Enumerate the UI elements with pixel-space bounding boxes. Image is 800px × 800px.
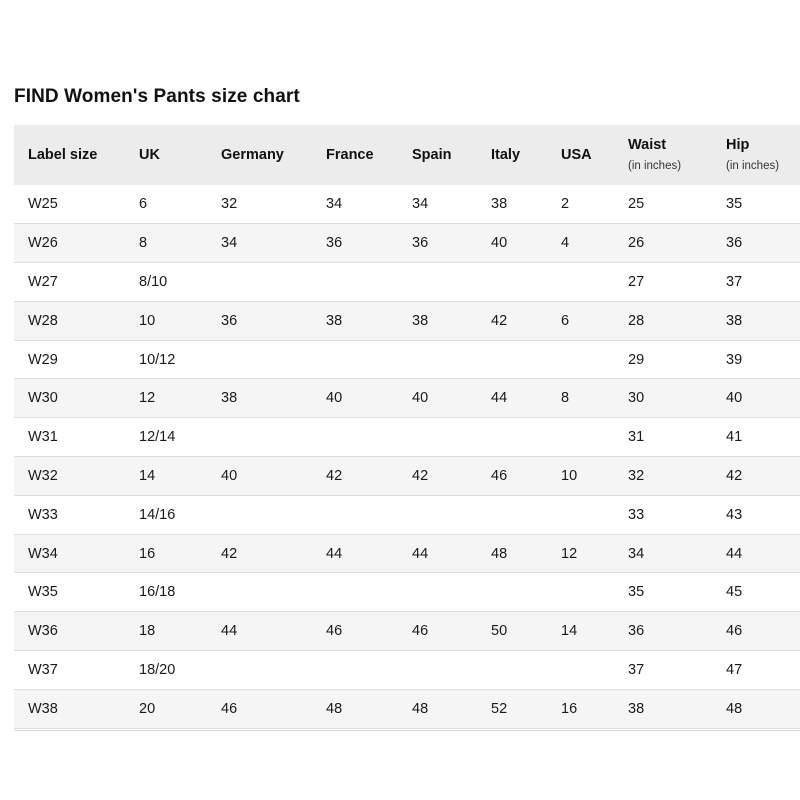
table-cell: 38	[412, 312, 429, 329]
table-cell	[398, 263, 477, 302]
table-cell: 44	[326, 545, 343, 562]
table-cell	[477, 573, 547, 612]
table-cell: 10/12	[139, 351, 176, 368]
table-cell: 48	[412, 700, 429, 717]
table-cell: 10	[139, 312, 156, 329]
table-cell: 48	[491, 545, 508, 562]
table-cell	[312, 263, 398, 302]
table-cell	[207, 651, 312, 690]
table-cell: 6	[561, 312, 570, 329]
table-header-row	[14, 125, 800, 185]
column-header-label: USA	[561, 147, 592, 163]
table-cell: 36	[221, 312, 238, 329]
table-cell: W25	[28, 196, 58, 213]
column-header	[14, 125, 125, 185]
table-cell: 46	[412, 623, 429, 640]
table-cell: 29	[628, 351, 645, 368]
table-row	[14, 651, 800, 690]
table-cell	[207, 418, 312, 457]
page-title: FIND Women's Pants size chart	[14, 86, 300, 107]
table-cell: 26	[628, 235, 645, 252]
table-cell: 2	[561, 196, 570, 213]
table-cell: 44	[726, 545, 743, 562]
column-header-label: Germany	[221, 147, 284, 163]
table-cell: W32	[28, 467, 58, 484]
table-cell: 46	[491, 467, 508, 484]
table-cell	[312, 573, 398, 612]
table-cell	[398, 651, 477, 690]
table-cell: W28	[28, 312, 58, 329]
table-cell: 8	[139, 235, 148, 252]
table-cell: 27	[628, 273, 645, 290]
table-cell: 46	[726, 623, 743, 640]
table-row	[14, 185, 800, 224]
table-cell: 35	[726, 196, 743, 213]
table-cell: 38	[726, 312, 743, 329]
table-cell	[547, 573, 614, 612]
table-cell: W26	[28, 235, 58, 252]
table-cell	[477, 418, 547, 457]
table-cell: 45	[726, 584, 743, 601]
table-cell: 16	[561, 700, 578, 717]
table-row	[14, 689, 800, 728]
table-cell: 44	[491, 390, 508, 407]
column-header-label: Label size	[28, 147, 98, 163]
column-header-label: UK	[139, 147, 160, 163]
column-header-unit: (in inches)	[726, 160, 780, 172]
table-cell: 35	[628, 584, 645, 601]
table-cell	[312, 418, 398, 457]
table-cell	[207, 495, 312, 534]
table-cell: 52	[491, 700, 508, 717]
table-cell: 40	[491, 235, 508, 252]
table-cell: 4	[561, 235, 570, 252]
table-row	[14, 301, 800, 340]
table-cell	[207, 340, 312, 379]
table-bottom-divider	[14, 730, 800, 731]
table-cell: 42	[221, 545, 238, 562]
table-cell	[398, 340, 477, 379]
table-cell: 41	[726, 429, 743, 446]
table-cell	[547, 340, 614, 379]
column-header-label: Waist	[628, 137, 667, 153]
table-cell: W29	[28, 351, 58, 368]
column-header-label: Spain	[412, 147, 452, 163]
table-cell	[477, 495, 547, 534]
table-cell: 8/10	[139, 273, 168, 290]
table-cell: W36	[28, 623, 58, 640]
table-cell: W27	[28, 273, 58, 290]
column-header-label: Hip	[726, 137, 750, 153]
table-cell	[312, 340, 398, 379]
table-cell	[312, 495, 398, 534]
column-header	[207, 125, 312, 185]
table-row	[14, 340, 800, 379]
table-cell: 40	[412, 390, 429, 407]
table-cell: 34	[628, 545, 645, 562]
table-cell	[547, 651, 614, 690]
column-header	[614, 125, 712, 185]
table-cell: 42	[412, 467, 429, 484]
table-row	[14, 379, 800, 418]
table-cell: 38	[326, 312, 343, 329]
table-cell	[312, 651, 398, 690]
table-cell: 6	[139, 196, 148, 213]
column-header	[125, 125, 207, 185]
table-cell	[477, 651, 547, 690]
table-row	[14, 534, 800, 573]
table-cell: 38	[491, 196, 508, 213]
table-row	[14, 612, 800, 651]
table-cell: 47	[726, 661, 743, 678]
table-cell: 48	[726, 700, 743, 717]
table-cell: 36	[726, 235, 743, 252]
table-cell: 34	[221, 235, 238, 252]
column-header	[547, 125, 614, 185]
table-cell	[398, 495, 477, 534]
table-row	[14, 457, 800, 496]
column-header-label: Italy	[491, 147, 521, 163]
table-cell: 8	[561, 390, 570, 407]
table-cell	[477, 340, 547, 379]
table-cell: 16	[139, 545, 156, 562]
table-cell: 12/14	[139, 429, 176, 446]
table-row	[14, 573, 800, 612]
table-cell	[547, 495, 614, 534]
table-cell: W30	[28, 390, 58, 407]
table-cell: 14	[139, 467, 156, 484]
table-cell: 18/20	[139, 661, 176, 678]
size-chart-table	[14, 125, 800, 729]
table-cell: 30	[628, 390, 645, 407]
column-header	[398, 125, 477, 185]
table-cell	[207, 573, 312, 612]
table-cell: 48	[326, 700, 343, 717]
table-cell: W38	[28, 700, 58, 717]
table-cell: 18	[139, 623, 156, 640]
table-cell	[207, 263, 312, 302]
table-cell	[547, 418, 614, 457]
table-cell: 20	[139, 700, 156, 717]
table-cell: 16/18	[139, 584, 176, 601]
column-header	[312, 125, 398, 185]
table-cell: 32	[221, 196, 238, 213]
table-cell: W34	[28, 545, 58, 562]
table-cell: 50	[491, 623, 508, 640]
table-cell	[398, 418, 477, 457]
table-cell: 25	[628, 196, 645, 213]
table-cell	[477, 263, 547, 302]
table-cell	[547, 263, 614, 302]
table-cell: 44	[412, 545, 429, 562]
table-cell: 40	[326, 390, 343, 407]
table-cell: 34	[412, 196, 429, 213]
table-cell: 28	[628, 312, 645, 329]
column-header	[712, 125, 800, 185]
table-row	[14, 224, 800, 263]
table-cell: 14/16	[139, 506, 176, 523]
table-cell: 31	[628, 429, 645, 446]
table-cell: 42	[491, 312, 508, 329]
table-cell: 36	[412, 235, 429, 252]
table-cell: 37	[628, 661, 645, 678]
table-row	[14, 495, 800, 534]
table-cell	[398, 573, 477, 612]
table-cell: 12	[561, 545, 578, 562]
table-cell: 12	[139, 390, 156, 407]
table-cell: 42	[326, 467, 343, 484]
table-cell: W35	[28, 584, 58, 601]
table-cell: 38	[221, 390, 238, 407]
table-row	[14, 263, 800, 302]
table-cell: 38	[628, 700, 645, 717]
table-cell: 36	[326, 235, 343, 252]
table-body	[14, 185, 800, 728]
table-cell: 14	[561, 623, 578, 640]
table-cell: 42	[726, 467, 743, 484]
table-cell: 44	[221, 623, 238, 640]
column-header-unit: (in inches)	[628, 160, 682, 172]
column-header	[477, 125, 547, 185]
table-cell: 46	[326, 623, 343, 640]
table-cell: 37	[726, 273, 743, 290]
table-cell: 36	[628, 623, 645, 640]
table-cell: W33	[28, 506, 58, 523]
table-cell: 43	[726, 506, 743, 523]
table-cell: 40	[726, 390, 743, 407]
table-cell: 40	[221, 467, 238, 484]
column-header-label: France	[326, 147, 374, 163]
table-cell: 39	[726, 351, 743, 368]
table-cell: 10	[561, 467, 578, 484]
table-cell: 32	[628, 467, 645, 484]
table-cell: W37	[28, 661, 58, 678]
table-cell: 33	[628, 506, 645, 523]
table-cell: 34	[326, 196, 343, 213]
table-cell: 46	[221, 700, 238, 717]
table-row	[14, 418, 800, 457]
table-cell: W31	[28, 429, 58, 446]
